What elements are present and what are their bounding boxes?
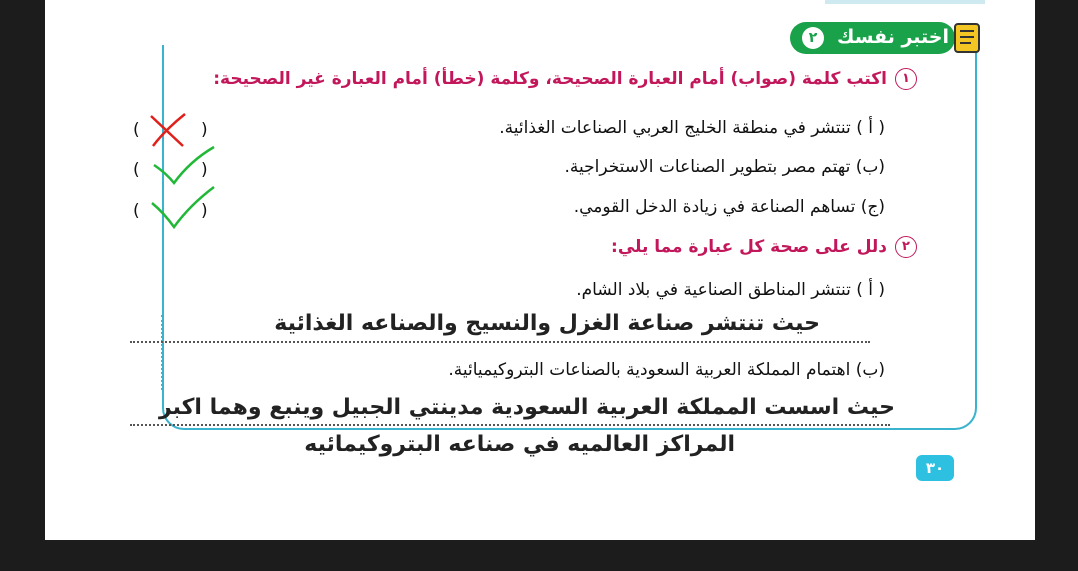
answer-slot-c-open: (	[133, 201, 140, 221]
answer-slot-a-close: )	[201, 120, 208, 140]
answer-slot-c-close: )	[201, 201, 208, 221]
page-number: ٣٠	[916, 455, 954, 481]
worksheet-page	[45, 0, 1035, 540]
answer-slot-b-open: (	[133, 160, 140, 180]
top-divider	[825, 0, 985, 4]
notebook-icon	[949, 20, 985, 56]
margin-dotted-line	[161, 315, 165, 390]
check-mark-icon	[148, 185, 218, 230]
header-badge: ٢	[802, 27, 824, 49]
q2-instruction	[611, 236, 917, 258]
check-mark-icon	[150, 143, 220, 188]
q2-number: ٢	[895, 236, 917, 258]
q2-instruction-text: دلل على صحة كل عبارة مما يلي:	[611, 237, 887, 257]
answer-line-b	[130, 424, 890, 426]
q2-item-b: (ب) اهتمام المملكة العربية السعودية بالصناعات البتروكيميائية.	[448, 360, 885, 380]
answer-line-a	[130, 341, 870, 343]
q2-answer-b-line1: حيث اسست المملكة العربية السعودية مدينتي الجبيل وينبع وهما اكبر	[158, 395, 895, 420]
q2-answer-a: حيث تنتشر صناعة الغزل والنسيج والصناعه الغذائية	[274, 311, 820, 336]
header-title: اختبر نفسك	[837, 26, 949, 48]
section-header	[790, 20, 985, 56]
q1-instruction	[213, 68, 917, 90]
q1-instruction-text: اكتب كلمة (صواب) أمام العبارة الصحيحة، وكلمة (خطأ) أمام العبارة غير الصحيحة:	[213, 69, 887, 89]
q2-answer-b-line2: المراكز العالميه في صناعه البتروكيمائيه	[304, 432, 735, 457]
answer-slot-a-open: (	[133, 120, 140, 140]
q2-item-a: ( أ ) تنتشر المناطق الصناعية في بلاد الشام.	[576, 280, 885, 300]
q1-item-c: (ج) تساهم الصناعة في زيادة الدخل القومي.	[573, 197, 885, 217]
q1-item-a: ( أ ) تنتشر في منطقة الخليج العربي الصناعات الغذائية.	[499, 118, 885, 138]
q1-number: ١	[895, 68, 917, 90]
answer-slot-b-close: )	[201, 160, 208, 180]
q1-item-b: (ب) تهتم مصر بتطوير الصناعات الاستخراجية.	[564, 157, 885, 177]
